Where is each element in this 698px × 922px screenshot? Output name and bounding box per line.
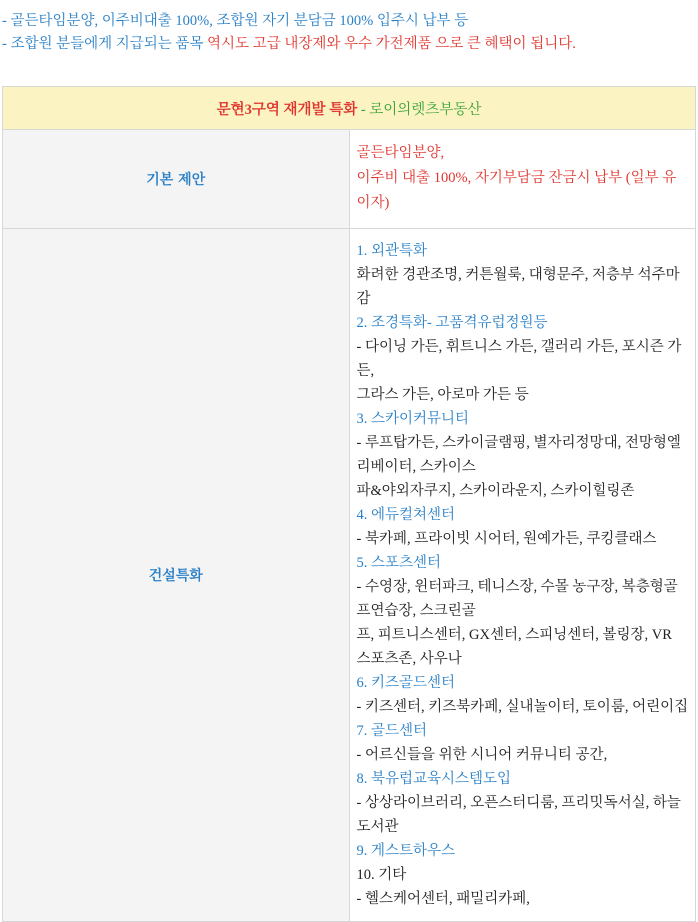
- intro-text: [2, 10, 692, 56]
- feature-title: 6. 키즈골드센터: [356, 675, 456, 691]
- feature-line: - 키즈센터, 키즈북카페, 실내놀이터, 토이룸, 어린이집: [356, 699, 689, 715]
- feature-title: 9. 게스트하우스: [356, 843, 456, 859]
- feature-title: 1. 외관특화: [356, 243, 428, 259]
- basic-line-1: 골든타임분양,: [356, 145, 445, 161]
- row-label-basic: 기본 제안: [3, 130, 350, 229]
- feature-line: 프, 피트니스센터, GX센터, 스피닝센터, 볼링장, VR 스포츠존, 사우나: [356, 627, 672, 667]
- table-subtitle: - 로이의렛츠부동산: [357, 101, 482, 118]
- feature-title: 8. 북유럽교육시스템도입: [356, 771, 512, 787]
- feature-title: 10. 기타: [356, 867, 407, 883]
- feature-title: 4. 에듀컬쳐센터: [356, 507, 456, 523]
- table-title: 문현3구역 재개발 특화: [216, 101, 358, 118]
- table-header: [3, 87, 696, 130]
- feature-line: - 상상라이브러리, 오픈스터디룸, 프리밋독서실, 하늘 도서관: [356, 795, 681, 835]
- feature-title: 3. 스카이커뮤니티: [356, 411, 470, 427]
- basic-line-2: 이주비 대출 100%, 자기부담금 잔금시 납부 (일부 유이자): [356, 170, 677, 211]
- feature-line: - 루프탑가든, 스카이글램핑, 별자리정망대, 전망형엘리베이터, 스카이스: [356, 435, 681, 475]
- table-row-build: [3, 229, 696, 922]
- table-row-basic: [3, 130, 696, 229]
- feature-line: 그라스 가든, 아로마 가든 등: [356, 387, 529, 403]
- feature-line: - 다이닝 가든, 휘트니스 가든, 갤러리 가든, 포시즌 가든,: [356, 339, 682, 379]
- feature-line: - 어르신들을 위한 시니어 커뮤니티 공간,: [356, 747, 608, 763]
- feature-title: 2. 조경특화- 고품격유럽정원등: [356, 315, 548, 331]
- row-value-basic: [349, 130, 696, 229]
- feature-line: - 수영장, 윈터파크, 테니스장, 수몰 농구장, 복층형골프연습장, 스크린골: [356, 579, 678, 619]
- spec-table: [2, 86, 696, 922]
- feature-line: 화려한 경관조명, 커튼월룩, 대형문주, 저층부 석주마감: [356, 267, 680, 307]
- feature-title: 7. 골드센터: [356, 723, 428, 739]
- intro-line-2: [2, 33, 692, 56]
- intro-line-2-prefix: - 조합원 분들에게 지급되는 품목: [2, 36, 204, 52]
- feature-line: - 북카페, 프라이빗 시어터, 원예가든, 쿠킹클래스: [356, 531, 657, 547]
- feature-title: 5. 스포츠센터: [356, 555, 442, 571]
- intro-line-2-suffix: 역시도 고급 내장제와 우수 가전제품 으로 큰 혜택이 됩니다.: [203, 36, 576, 52]
- row-label-build: 건설특화: [3, 229, 350, 922]
- feature-line: - 헬스케어센터, 패밀리카페,: [356, 891, 530, 907]
- intro-line-1: - 골든타임분양, 이주비대출 100%, 조합원 자기 분담금 100% 입주시 납부 등: [2, 13, 469, 29]
- feature-line: 파&야외자쿠지, 스카이라운지, 스카이힐링존: [356, 483, 635, 499]
- row-value-build: [349, 229, 696, 922]
